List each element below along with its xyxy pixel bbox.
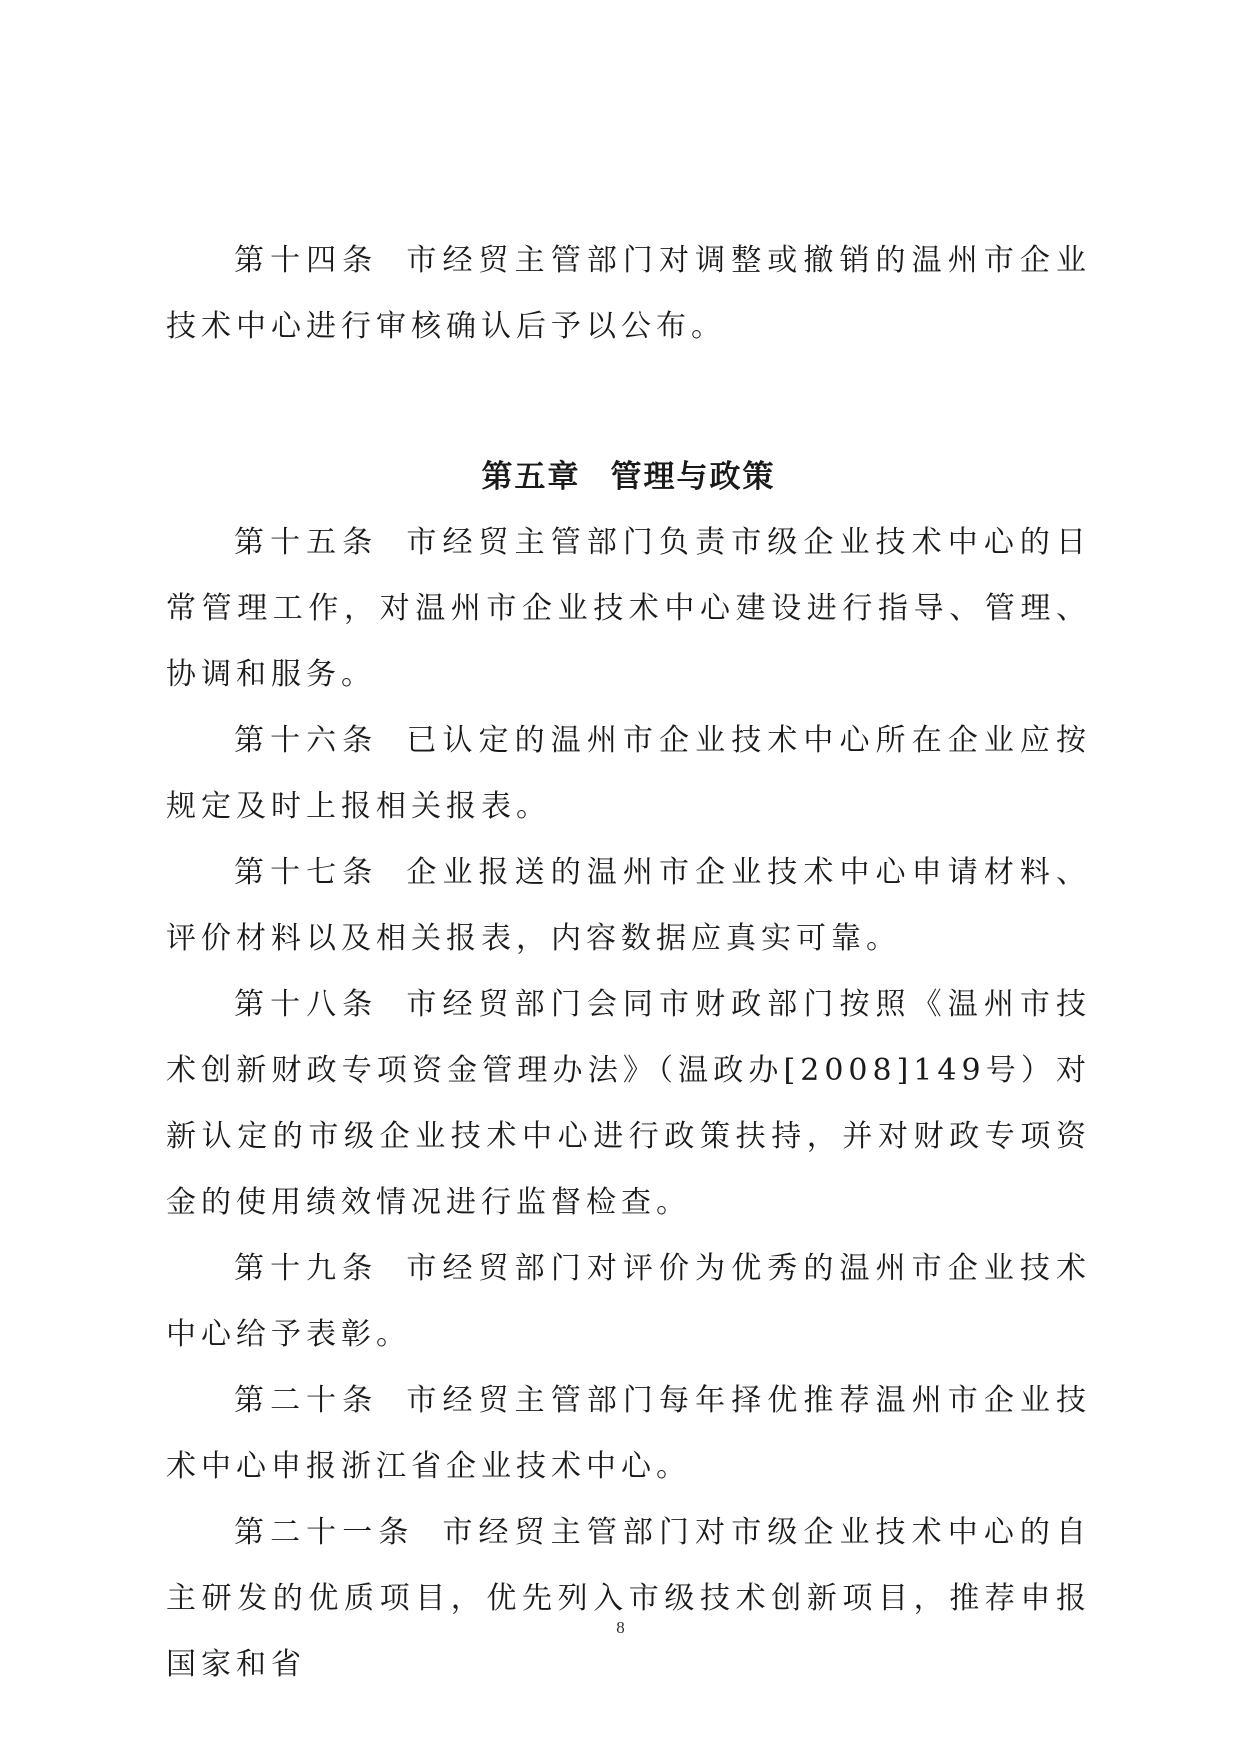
article-21 <box>166 1500 1091 1698</box>
article-number: 第十五条 <box>234 525 379 560</box>
section-gap <box>166 360 1091 444</box>
chapter-number: 第五章 <box>481 459 581 495</box>
article-number: 第十四条 <box>234 243 379 278</box>
article-number: 第十六条 <box>234 723 379 758</box>
article-number: 第十八条 <box>234 987 379 1022</box>
article-number: 第二十条 <box>234 1383 379 1418</box>
page-number: 8 <box>616 1618 625 1637</box>
article-number: 第二十一条 <box>234 1515 415 1550</box>
article-20 <box>166 1368 1091 1500</box>
article-17 <box>166 840 1091 972</box>
article-16 <box>166 708 1091 840</box>
document-body <box>166 228 1091 1698</box>
article-number: 第十七条 <box>234 855 379 890</box>
chapter-heading <box>166 444 1091 510</box>
article-text: 市经贸主管部门每年择优推荐温州市企业技术中心申报浙江省企业技术中心。 <box>166 1383 1092 1484</box>
article-text: 市经贸部门会同市财政部门按照《温州市技术创新财政专项资金管理办法》（温政办[2008]149号）对新认定的市级企业技术中心进行政策扶持，并对财政专项资金的使用绩效情况进行监督检查。 <box>166 987 1092 1220</box>
article-text: 企业报送的温州市企业技术中心申请材料、评价材料以及相关报表，内容数据应真实可靠。 <box>166 855 1092 956</box>
article-text: 市经贸部门对评价为优秀的温州市企业技术中心给予表彰。 <box>166 1251 1092 1352</box>
article-18 <box>166 972 1091 1236</box>
article-19 <box>166 1236 1091 1368</box>
article-15 <box>166 510 1091 708</box>
article-text: 已认定的温州市企业技术中心所在企业应按规定及时上报相关报表。 <box>166 723 1092 824</box>
article-text: 市经贸主管部门对市级企业技术中心的自主研发的优质项目，优先列入市级技术创新项目，推荐申报国家和省 <box>166 1515 1092 1682</box>
article-14 <box>166 228 1091 360</box>
article-text: 市经贸主管部门负责市级企业技术中心的日常管理工作，对温州市企业技术中心建设进行指导、管理、协调和服务。 <box>166 525 1092 692</box>
chapter-title: 管理与政策 <box>610 459 776 495</box>
article-text: 市经贸主管部门对调整或撤销的温州市企业技术中心进行审核确认后予以公布。 <box>166 243 1092 344</box>
article-number: 第十九条 <box>234 1251 379 1286</box>
